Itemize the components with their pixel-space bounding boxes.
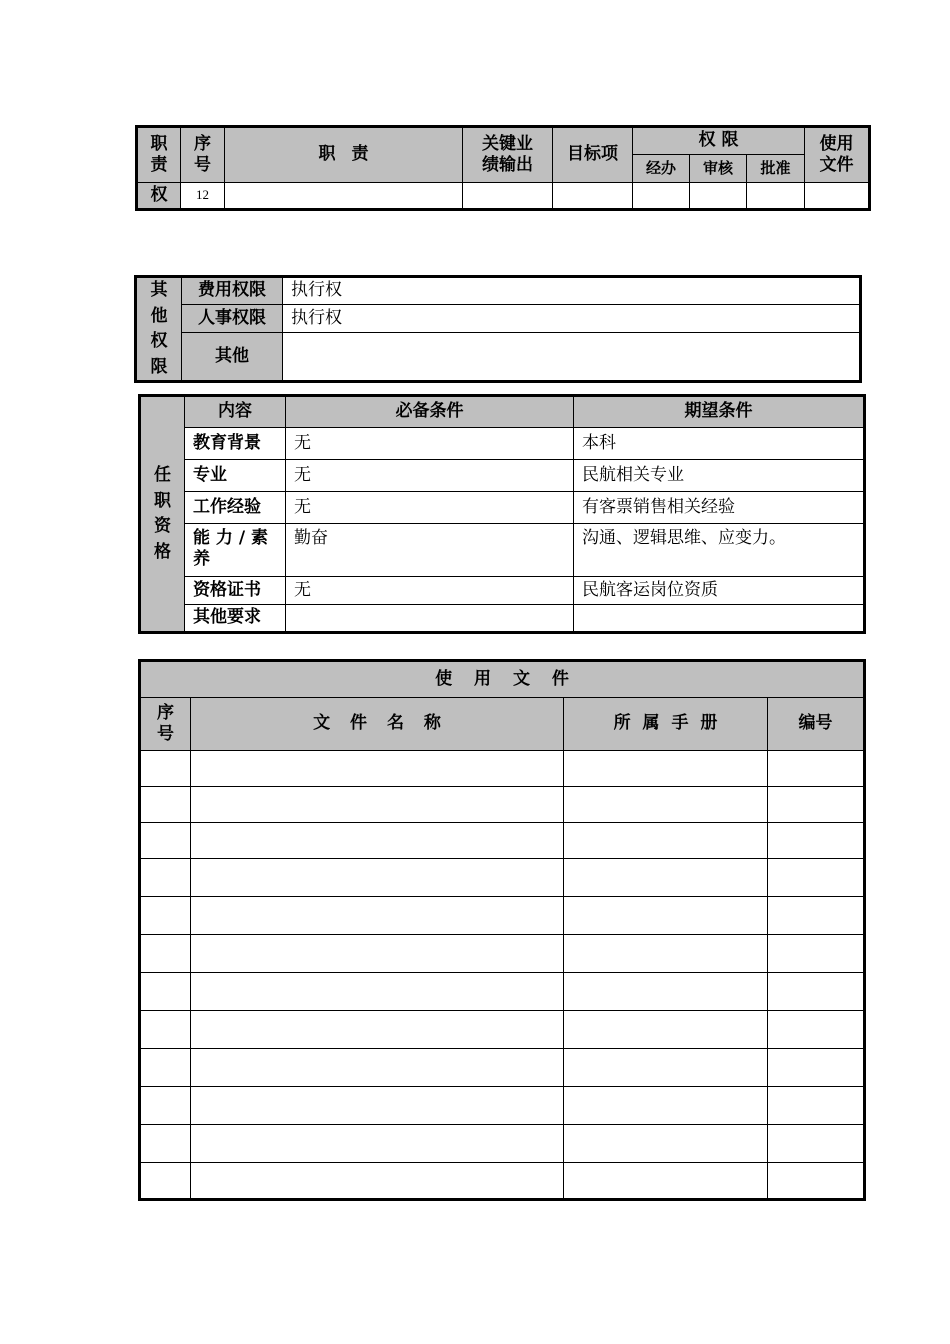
table-row	[140, 935, 865, 973]
doc-seq-cell	[140, 935, 191, 973]
qualification-item: 其他要求	[185, 605, 286, 633]
header-review: 审核	[690, 155, 747, 183]
doc-name-cell	[191, 751, 564, 787]
qualification-desired: 有客票销售相关经验	[574, 492, 865, 524]
header-approve: 批准	[747, 155, 805, 183]
doc-seq-cell	[140, 1049, 191, 1087]
header-required: 必备条件	[286, 396, 574, 428]
table-row	[140, 859, 865, 897]
doc-manual-cell	[564, 1049, 768, 1087]
qualifications-label-text: 任职资格	[154, 465, 171, 562]
doc-code-cell	[768, 1125, 865, 1163]
doc-code-cell	[768, 973, 865, 1011]
authority-value: 执行权	[283, 305, 861, 333]
table-row	[140, 428, 865, 460]
table-row	[140, 897, 865, 935]
doc-code-cell	[768, 787, 865, 823]
doc-header-seq: 序号	[140, 698, 191, 751]
doc-code-cell	[768, 823, 865, 859]
doc-manual-cell	[564, 1011, 768, 1049]
doc-seq-cell	[140, 973, 191, 1011]
other-authority-label-text: 其他权限	[150, 280, 168, 377]
table-row	[140, 605, 865, 633]
row-kpi	[463, 183, 553, 210]
doc-code-cell	[768, 751, 865, 787]
doc-name-cell	[191, 1125, 564, 1163]
doc-code-cell	[768, 897, 865, 935]
doc-seq-cell	[140, 859, 191, 897]
doc-manual-cell	[564, 897, 768, 935]
header-duty: 职 责	[225, 127, 463, 183]
row-seq: 12	[181, 183, 225, 210]
authority-name: 人事权限	[182, 305, 283, 333]
qualification-item: 教育背景	[185, 428, 286, 460]
table-row	[140, 973, 865, 1011]
doc-manual-cell	[564, 973, 768, 1011]
doc-manual-cell	[564, 1163, 768, 1200]
doc-manual-cell	[564, 787, 768, 823]
row-target	[553, 183, 633, 210]
doc-name-cell	[191, 935, 564, 973]
doc-code-cell	[768, 1049, 865, 1087]
doc-name-cell	[191, 973, 564, 1011]
qualification-required: 勤奋	[286, 524, 574, 577]
row-approve	[747, 183, 805, 210]
table-row	[140, 492, 865, 524]
header-target: 目标项	[553, 127, 633, 183]
documents-title: 使 用 文 件	[140, 661, 865, 698]
qualification-required	[286, 605, 574, 633]
doc-seq-cell	[140, 897, 191, 935]
doc-name-cell	[191, 787, 564, 823]
qualification-required: 无	[286, 460, 574, 492]
row-handle	[633, 183, 690, 210]
header-handle: 经办	[633, 155, 690, 183]
doc-seq-cell	[140, 787, 191, 823]
doc-name-cell	[191, 823, 564, 859]
doc-code-cell	[768, 1163, 865, 1200]
doc-manual-cell	[564, 1125, 768, 1163]
table-row	[140, 823, 865, 859]
header-desired: 期望条件	[574, 396, 865, 428]
doc-code-cell	[768, 1087, 865, 1125]
header-seq: 序号	[181, 127, 225, 183]
doc-header-code: 编号	[768, 698, 865, 751]
qualification-required: 无	[286, 577, 574, 605]
qualification-item: 资格证书	[185, 577, 286, 605]
table-row	[140, 460, 865, 492]
header-docs: 使用文件	[805, 127, 870, 183]
header-content: 内容	[185, 396, 286, 428]
doc-seq-cell	[140, 751, 191, 787]
doc-name-cell	[191, 859, 564, 897]
doc-seq-cell	[140, 1163, 191, 1200]
table-row	[140, 751, 865, 787]
table-row	[140, 1087, 865, 1125]
responsibility-table	[135, 125, 871, 211]
authority-value: 执行权	[283, 277, 861, 305]
header-kpi: 关键业绩输出	[463, 127, 553, 183]
table-row	[140, 1163, 865, 1200]
table-row	[137, 183, 870, 210]
doc-name-cell	[191, 1011, 564, 1049]
qualification-item: 工作经验	[185, 492, 286, 524]
doc-seq-cell	[140, 1087, 191, 1125]
authority-name: 费用权限	[182, 277, 283, 305]
other-authority-table	[134, 275, 862, 383]
qualification-desired: 民航相关专业	[574, 460, 865, 492]
row-duty	[225, 183, 463, 210]
header-authority: 权 限	[633, 127, 805, 155]
table-row	[140, 1011, 865, 1049]
doc-code-cell	[768, 935, 865, 973]
doc-seq-cell	[140, 1125, 191, 1163]
qualification-desired: 沟通、逻辑思维、应变力。	[574, 524, 865, 577]
table-row	[140, 577, 865, 605]
other-authority-label	[136, 277, 182, 382]
qualifications-table	[138, 394, 866, 634]
doc-code-cell	[768, 1011, 865, 1049]
table-row	[140, 1125, 865, 1163]
qualification-required: 无	[286, 428, 574, 460]
qualification-required: 无	[286, 492, 574, 524]
qualification-desired: 本科	[574, 428, 865, 460]
qualification-item: 专业	[185, 460, 286, 492]
table-row	[140, 787, 865, 823]
doc-seq-cell	[140, 1011, 191, 1049]
doc-name-cell	[191, 1087, 564, 1125]
doc-seq-cell	[140, 823, 191, 859]
doc-manual-cell	[564, 935, 768, 973]
doc-name-cell	[191, 1163, 564, 1200]
row-category: 权	[137, 183, 181, 210]
header-category: 职责	[137, 127, 181, 183]
qualifications-label	[140, 396, 185, 633]
authority-value	[283, 333, 861, 382]
qualification-desired	[574, 605, 865, 633]
doc-name-cell	[191, 897, 564, 935]
authority-name: 其他	[182, 333, 283, 382]
row-docs	[805, 183, 870, 210]
doc-header-manual: 所 属 手 册	[564, 698, 768, 751]
table-row	[140, 524, 865, 577]
doc-manual-cell	[564, 751, 768, 787]
doc-manual-cell	[564, 859, 768, 897]
doc-manual-cell	[564, 1087, 768, 1125]
doc-header-name: 文 件 名 称	[191, 698, 564, 751]
qualification-item: 能 力 / 素 养	[185, 524, 286, 577]
documents-table	[138, 659, 866, 1201]
table-row	[140, 1049, 865, 1087]
doc-name-cell	[191, 1049, 564, 1087]
doc-manual-cell	[564, 823, 768, 859]
doc-code-cell	[768, 859, 865, 897]
row-review	[690, 183, 747, 210]
qualification-desired: 民航客运岗位资质	[574, 577, 865, 605]
